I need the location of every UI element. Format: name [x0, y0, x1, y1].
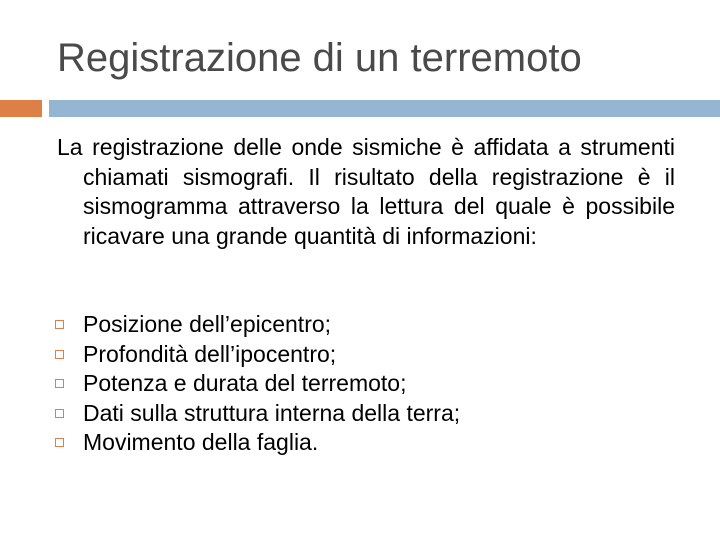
list-item-text: Profondità dell’ipocentro; — [83, 340, 337, 367]
list-item — [57, 399, 675, 429]
header-bar — [49, 100, 720, 117]
accent-bar — [0, 100, 42, 117]
hollow-square-bullet-icon — [55, 320, 64, 329]
list-item-text: Potenza e durata del terremoto; — [83, 370, 407, 396]
hollow-square-bullet-icon — [55, 438, 64, 447]
list-item-text: Dati sulla struttura interna della terra; — [83, 399, 461, 426]
list-item — [57, 428, 675, 458]
list-item — [57, 340, 675, 370]
list-item — [57, 369, 675, 399]
intro-paragraph: La registrazione delle onde sismiche è affidata a strumenti chiamati sismografi. Il risultato della registrazione è il sismogramma attraverso la lettura del quale è possibile ricavare una grande quantità di informazioni: — [57, 134, 675, 249]
list-item-text: Movimento della faglia. — [83, 429, 319, 455]
list-item-text: Posizione dell’epicentro; — [83, 311, 332, 337]
hollow-square-bullet-icon — [55, 409, 64, 418]
hollow-square-bullet-icon — [55, 350, 64, 359]
bullet-list — [57, 310, 675, 458]
slide-title: Registrazione di un terremoto — [57, 36, 582, 80]
hollow-square-bullet-icon — [55, 379, 64, 388]
list-item — [57, 310, 675, 340]
